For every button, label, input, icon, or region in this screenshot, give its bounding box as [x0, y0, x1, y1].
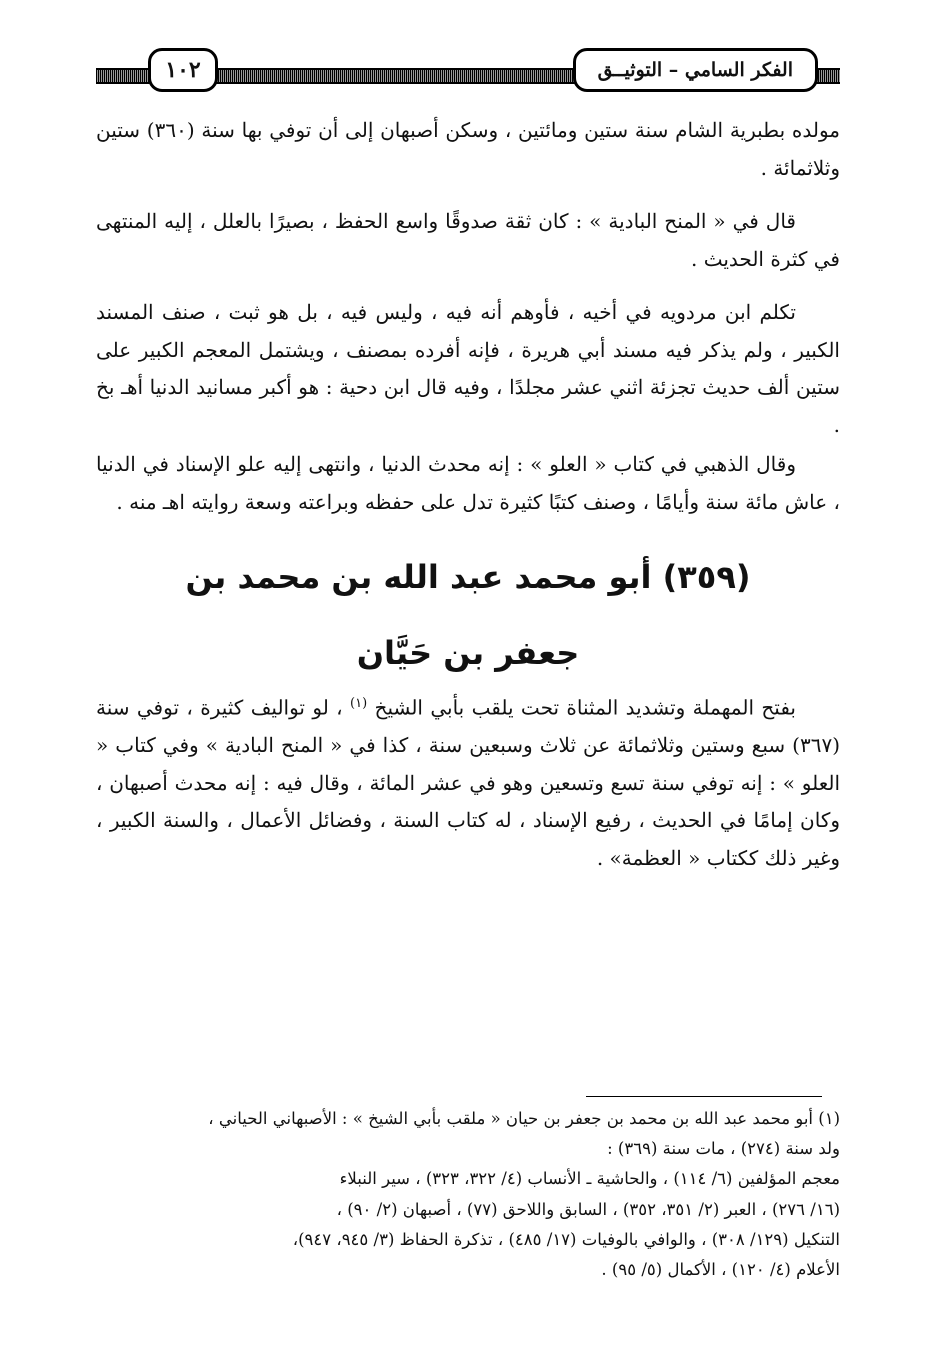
paragraph-text-rest: ، لو تواليف كثيرة ، توفي سنة (٣٦٧) سبع وستين وثلاثمائة عن ثلاث وسبعين سنة ، كذا في « المنح البادية » وفي كتاب « العلو » : إنه توفي سنة تسع وتسعين وهو في عشر المائة ، وقال فيه : إنه محدث أصبهان ، وكان إمامًا في الحديث ، رفيع الإسناد ، له كتاب السنة ، وفضائل الأعمال ، والسنة الكبير ، وغير ذلك ككتاب « العظمة» .	[96, 695, 840, 870]
footnote-line: ولد سنة (٢٧٤) ، مات سنة (٣٦٩) :	[607, 1139, 840, 1159]
footnote-line: (١٦/ ٢٧٦) ، العبر (٢/ ٣٥١، ٣٥٢) ، السابق واللاحق (٧٧) ، أصبهان (٢/ ٩٠) ،	[336, 1199, 840, 1219]
footnote-line: الأعلام (٤/ ١٢٠) ، الأكمال (٥/ ٩٥) .	[601, 1260, 840, 1280]
footnote-line: (١) أبو محمد عبد الله بن محمد بن جعفر بن حيان « ملقب بأبي الشيخ » : الأصبهاني الحياني ،	[208, 1109, 840, 1128]
entry-heading-line-1: (٣٥٩) أبو محمد عبد الله بن محمد بن	[185, 558, 751, 596]
footnote-line: معجم المؤلفين (٦/ ١١٤) ، والحاشية ـ الأنساب (٤/ ٣٢٢، ٣٢٣) ، سير النبلاء	[339, 1169, 840, 1189]
footnotes	[96, 1104, 840, 1285]
paragraph-abu-al-shaykh	[96, 685, 840, 877]
main-text	[96, 112, 840, 877]
paragraph-minah-quote: قال في « المنح البادية » : كان ثقة صدوقًا واسع الحفظ ، بصيرًا بالعلل ، إليه المنتهى في كثرة الحديث .	[96, 209, 840, 271]
paragraph-birth: مولده بطبرية الشام سنة ستين ومائتين ، وسكن أصبهان إلى أن توفي بها سنة (٣٦٠) ستين وثلاثمائة .	[96, 118, 840, 180]
running-header	[96, 44, 840, 96]
footnote-separator	[586, 1096, 822, 1097]
entry-heading-line-2: جعفر بن حَيَّان	[356, 634, 580, 672]
footnote-line: التنكيل (١٢٩/ ٣٠٨) ، والوافي بالوفيات (١٧/ ٤٨٥) ، تذكرة الحفاظ (٣/ ٩٤٥، ٩٤٧)،	[292, 1229, 840, 1249]
paragraph-text-start: بفتح المهملة وتشديد المثناة تحت يلقب بأبي الشيخ	[374, 695, 797, 720]
page-number: ١٠٢	[148, 48, 218, 92]
paragraph-dhahabi-quote: وقال الذهبي في كتاب « العلو » : إنه محدث الدنيا ، وانتهى إليه علو الإسناد في الدنيا ، عاش مائة سنة وأيامًا ، وصنف كتبًا كثيرة تدل على حفظه وبراعته وسعة روايته اهـ منه .	[96, 452, 840, 514]
book-title: الفكر السامي – التوثيــق	[573, 48, 818, 92]
footnote-reference[interactable]: (١)	[350, 696, 368, 711]
paragraph-ibn-mardawayh: تكلم ابن مردويه في أخيه ، فأوهم أنه فيه ، وليس فيه ، بل هو ثبت ، صنف المسند الكبير ، ولم يذكر فيه مسند أبي هريرة ، فإنه أفرده بمصنف ، ويشتمل المعجم الكبير على ستين ألف حديث تجزئة اثني عشر مجلدًا ، وفيه قال ابن دحية : هو أكبر مسانيد الدنيا أهـ بخ .	[96, 300, 840, 437]
